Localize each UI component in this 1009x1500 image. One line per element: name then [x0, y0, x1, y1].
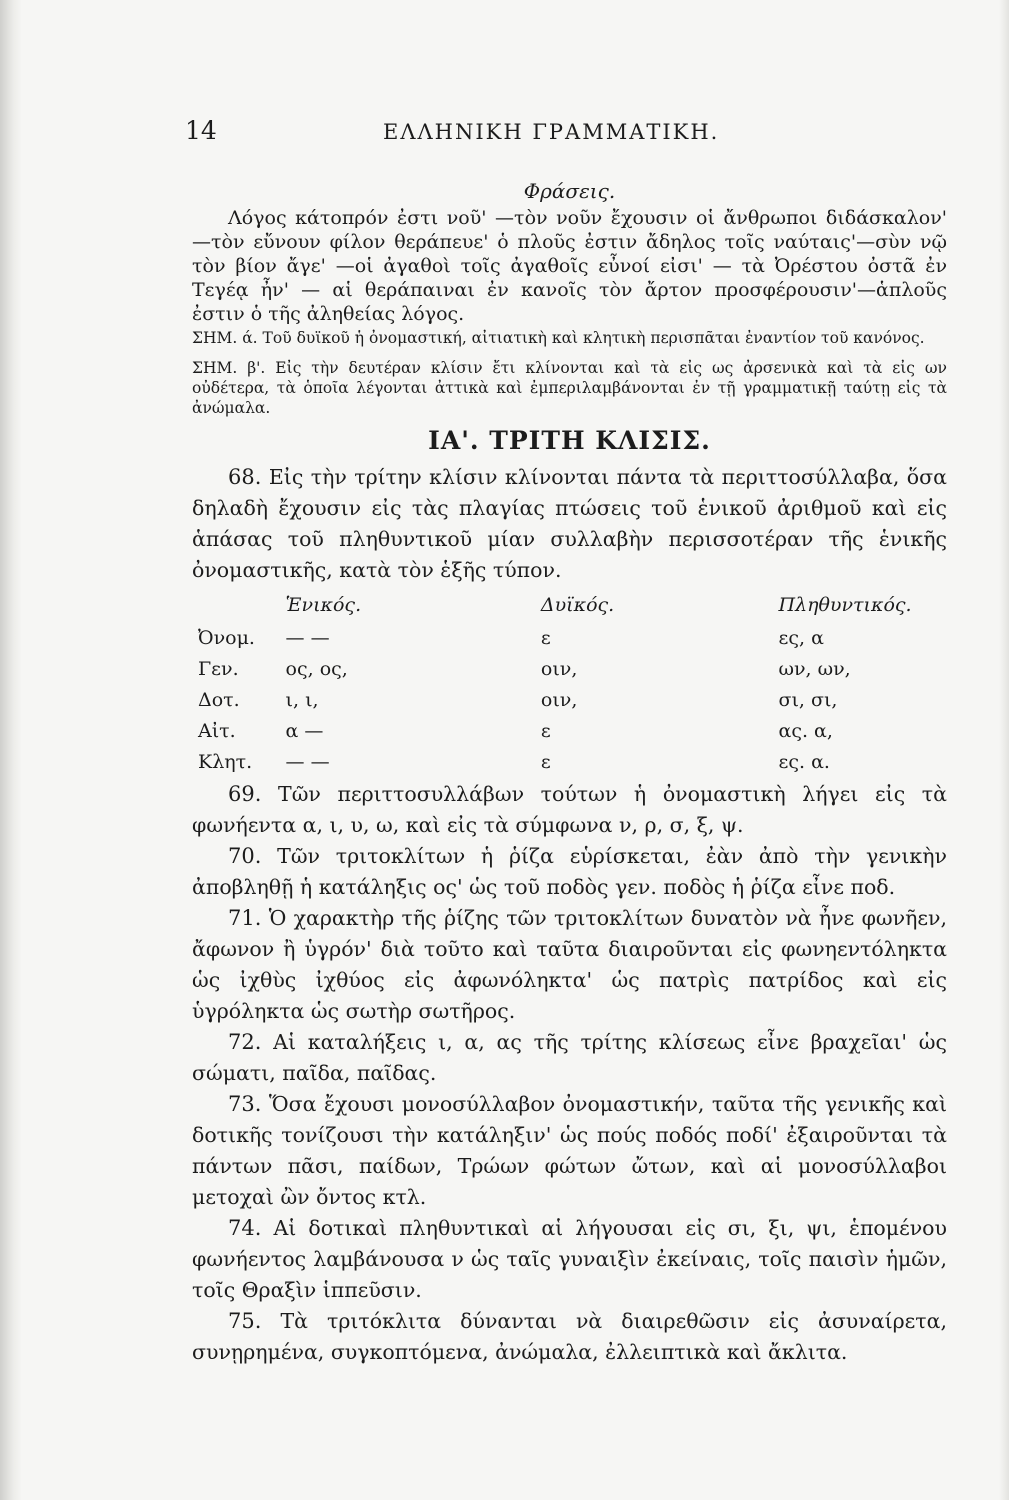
paragraph-text: Τῶν περιττοσυλλάβων τούτων ἡ ὀνομαστικὴ λήγει εἰς τὰ φωνήεντα α, ι, υ, ω, καὶ εἰς τὰ σύμφωνα ν, ρ, σ, ξ, ψ. — [192, 782, 947, 837]
case-name: Γεν. — [198, 657, 239, 680]
running-title: ΕΛΛΗΝΙΚΗ ΓΡΑΜΜΑΤΙΚΗ. — [383, 120, 720, 144]
header-singular: Ἑνικός. — [285, 594, 362, 616]
declension-row — [192, 684, 947, 715]
singular-ending: — — — [285, 750, 330, 773]
paragraph-number: 72. — [228, 1030, 262, 1054]
case-name: Ὀνομ. — [198, 626, 255, 649]
paragraph-number: 68. — [228, 465, 262, 489]
plural-ending: ας. α, — [778, 719, 833, 742]
case-name: Δοτ. — [198, 688, 240, 711]
singular-ending: ος, ος, — [285, 657, 348, 680]
dual-ending: ε — [540, 750, 551, 773]
paragraph-text: Ὅσα ἔχουσι μονοσύλλαβον ὀνομαστικήν, ταῦτα τῆς γενικῆς καὶ δοτικῆς τονίζουσι τὴν κατάληξιν' ὡς πούς ποδός ποδί' ἐξαιροῦνται τὰ πάντων πᾶσι, παίδων, Τρώων φώτων ὤτων, καὶ αἱ μονοσύλλαβοι μετοχαὶ ὢν ὄντος κτλ. — [192, 1092, 947, 1209]
paragraph-69 — [192, 779, 947, 841]
paragraph-number: 70. — [228, 844, 262, 868]
singular-ending: — — — [285, 626, 330, 649]
phrases-heading: Φράσεις. — [523, 179, 616, 203]
singular-ending: α — — [285, 719, 324, 742]
section-title: ΙΑ'. ΤΡΙΤΗ ΚΛΙΣΙΣ. — [428, 426, 711, 455]
note-2-text: Εἰς τὴν δευτέραν κλίσιν ἔτι κλίνονται καὶ τὰ εἰς ως ἀρσενικὰ καὶ τὰ εἰς ων οὐδέτερα, τὰ ὁποῖα λέγονται ἀττικὰ καὶ ἐμπεριλαμβάνονται ἐν τῇ γραμματικῇ ταύτῃ εἰς τὰ ἀνώμαλα. — [192, 359, 947, 417]
declension-row — [192, 715, 947, 746]
declension-row — [192, 653, 947, 684]
paragraph-number: 74. — [228, 1216, 262, 1240]
header-dual: Δυϊκός. — [540, 594, 615, 616]
dual-ending: οιν, — [540, 657, 578, 680]
paragraph-70 — [192, 841, 947, 903]
phrases-text: Λόγος κάτοπρόν ἐστι νοῦ' —τὸν νοῦν ἔχουσιν οἱ ἄνθρωποι διδάσκαλον' —τὸν εὔνουν φίλον θεράπευε' ὁ πλοῦς ἐστιν ἄδηλος τοῖς ναύταις'—σὺν νῷ τὸν βίον ἄγε' —οἱ ἀγαθοὶ τοῖς ἀγαθοῖς εὖνοί εἰσι' — τὰ Ὀρέστου ὀστᾶ ἐν Τεγέᾳ ἦν' — αἱ θεράπαιναι ἐν κανοῖς τὸν ἄρτον προσφέρουσιν'—ἁπλοῦς ἐστιν ὁ τῆς ἀληθείας λόγος. — [192, 207, 947, 325]
paragraph-text: Αἱ καταλήξεις ι, α, ας τῆς τρίτης κλίσεως εἶνε βραχεῖαι' ὡς σώματι, παῖδα, παῖδας. — [192, 1030, 947, 1085]
declension-row — [192, 746, 947, 777]
declension-header-row — [192, 588, 947, 622]
note-1 — [192, 328, 947, 348]
paragraph-74 — [192, 1213, 947, 1306]
paragraph-73 — [192, 1089, 947, 1213]
singular-ending: ι, ι, — [285, 688, 319, 711]
paragraph-text: Εἰς τὴν τρίτην κλίσιν κλίνονται πάντα τὰ περιττοσύλλαβα, ὅσα δηλαδὴ ἔχουσιν εἰς τὰς πλαγίας πτώσεις τοῦ ἑνικοῦ ἀριθμοῦ καὶ εἰς ἁπάσας τοῦ πληθυντικοῦ μίαν συλλαβὴν περισσοτέραν τῆς ἑνικῆς ὀνομαστικῆς, κατὰ τὸν ἑξῆς τύπον. — [192, 465, 947, 582]
paragraph-text: Τὰ τριτόκλιτα δύνανται νὰ διαιρεθῶσιν εἰς ἀσυναίρετα, συνῃρημένα, συγκοπτόμενα, ἀνώμαλα, ἐλλειπτικὰ καὶ ἄκλιτα. — [192, 1309, 947, 1364]
page-number: 14 — [185, 116, 217, 145]
page-edge-shadow — [999, 0, 1009, 1500]
paragraph-68 — [192, 462, 947, 586]
page-body — [192, 176, 947, 1368]
paragraph-text: Τῶν τριτοκλίτων ἡ ῥίζα εὑρίσκεται, ἐὰν ἀπὸ τὴν γενικὴν ἀποβληθῇ ἡ κατάληξις ος' ὡς τοῦ ποδὸς γεν. ποδὸς ἡ ῥίζα εἶνε ποδ. — [192, 844, 947, 899]
plural-ending: ες, α — [778, 626, 824, 649]
header-plural: Πληθυντικός. — [778, 594, 912, 616]
note-2-label: ΣΗΜ. β'. — [192, 359, 266, 377]
case-name: Κλητ. — [198, 750, 253, 773]
paragraph-number: 71. — [228, 906, 262, 930]
page-gutter-shadow — [0, 0, 22, 1500]
paragraph-number: 69. — [228, 782, 262, 806]
paragraph-number: 75. — [228, 1309, 262, 1333]
note-1-text: Τοῦ δυϊκοῦ ἡ ὀνομαστική, αἰτιατικὴ καὶ κλητικὴ περισπᾶται ἐναντίον τοῦ κανόνος. — [262, 329, 925, 347]
dual-ending: ε — [540, 626, 551, 649]
paragraph-number: 73. — [228, 1092, 262, 1116]
dual-ending: οιν, — [540, 688, 578, 711]
paragraph-text: Αἱ δοτικαὶ πληθυντικαὶ αἱ λήγουσαι εἰς σι, ξι, ψι, ἑπομένου φωνήεντος λαμβάνουσα ν ὡς ταῖς γυναιξὶν ἐκείναις, τοῖς παισὶν ἡμῶν, τοῖς Θραξὶν ἱππεῦσιν. — [192, 1216, 947, 1302]
note-2 — [192, 358, 947, 418]
paragraph-71 — [192, 903, 947, 1027]
paragraph-text: Ὁ χαρακτὴρ τῆς ῥίζης τῶν τριτοκλίτων δυνατὸν νὰ ἦνε φωνῆεν, ἄφωνον ἢ ὑγρόν' διὰ τοῦτο καὶ ταῦτα διαιροῦνται εἰς φωνηεντόληκτα ὡς ἰχθὺς ἰχθύος εἰς ἀφωνόληκτα' ὡς πατρὶς πατρίδος καὶ εἰς ὑγρόληκτα ὡς σωτὴρ σωτῆρος. — [192, 906, 947, 1023]
declension-row — [192, 622, 947, 653]
paragraph-72 — [192, 1027, 947, 1089]
plural-ending: ων, ων, — [778, 657, 851, 680]
plural-ending: σι, σι, — [778, 688, 838, 711]
page-header — [185, 116, 945, 148]
plural-ending: ες. α. — [778, 750, 830, 773]
declension-table — [192, 588, 947, 777]
header-spacer — [192, 588, 286, 622]
paragraph-75 — [192, 1306, 947, 1368]
dual-ending: ε — [540, 719, 551, 742]
note-1-label: ΣΗΜ. ά. — [192, 329, 258, 347]
case-name: Αἰτ. — [198, 719, 236, 742]
